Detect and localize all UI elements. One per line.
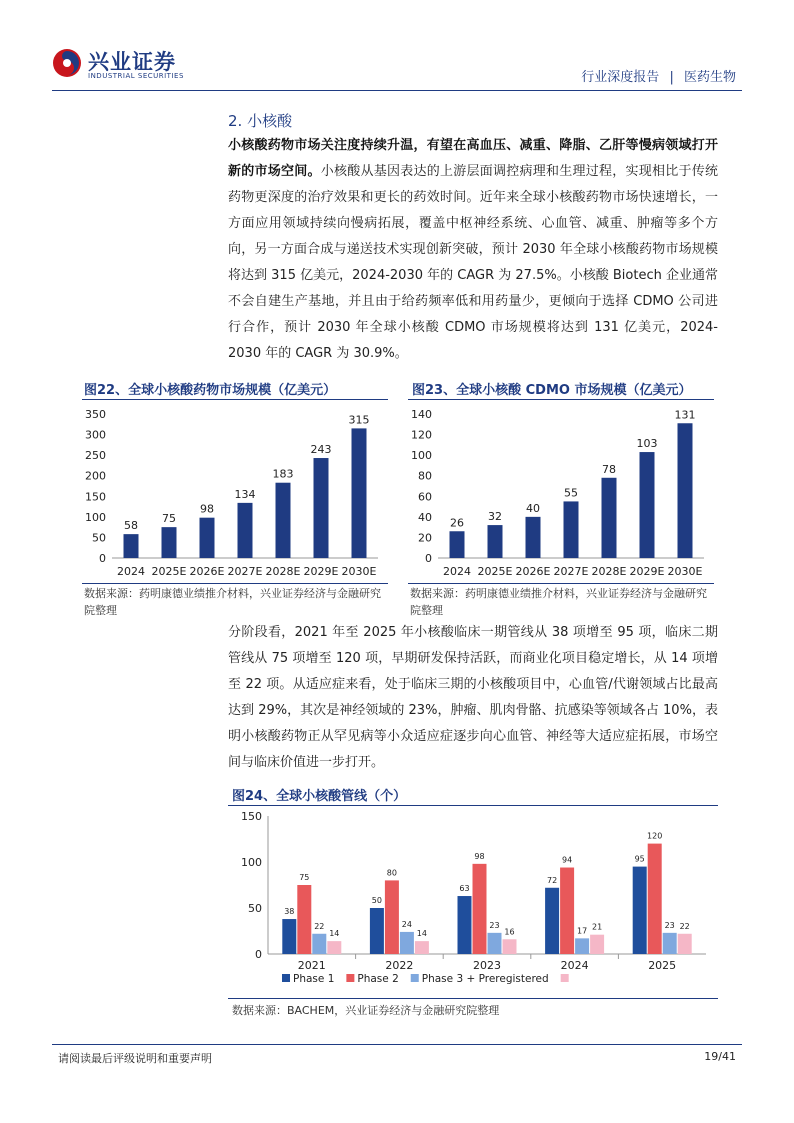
fig24-bar-label: 98: [474, 851, 485, 861]
fig24-xtick-label: 2025: [648, 959, 677, 972]
fig22-bar: [200, 518, 215, 558]
fig24-bar: [458, 896, 472, 954]
fig22-bar: [314, 458, 329, 558]
fig22-source: 数据来源：药明康德业绩推介材料，兴业证券经济与金融研究院整理: [84, 587, 381, 617]
fig22-ytick-label: 300: [85, 428, 106, 442]
footer-disclaimer: 请阅读最后评级说明和重要声明: [58, 1052, 212, 1065]
fig24-bar: [312, 934, 326, 954]
fig22-bar-label: 58: [124, 519, 138, 533]
fig23-ytick-label: 40: [418, 510, 432, 524]
fig24-source: 数据来源：BACHEM，兴业证券经济与金融研究院整理: [232, 1004, 500, 1017]
header-divider: [52, 90, 742, 91]
fig23-bar: [678, 423, 693, 558]
fig23-bar: [450, 531, 465, 558]
fig24-bar-label: 63: [459, 884, 470, 894]
fig22-bar: [124, 534, 139, 558]
fig22-xtick-label: 2029E: [303, 565, 339, 578]
fig24-bar: [663, 933, 677, 954]
fig22-title: 图22、全球小核酸药物市场规模（亿美元）: [84, 383, 337, 398]
fig24-legend-swatch: [282, 974, 290, 982]
fig24-legend-swatch: [411, 974, 419, 982]
fig23-bar-label: 131: [674, 408, 696, 422]
fig24-ytick-label: 50: [248, 902, 262, 915]
fig22-ytick-label: 0: [99, 552, 106, 565]
fig23-bar: [640, 452, 655, 558]
footer-divider: [52, 1044, 742, 1045]
fig24-ytick-label: 100: [241, 856, 262, 869]
fig22-bar-label: 75: [162, 512, 176, 526]
fig24-bar: [297, 885, 311, 954]
fig24-bar: [488, 933, 502, 954]
page-header: [0, 0, 794, 96]
fig22-ytick-label: 350: [85, 408, 106, 421]
pipeline-paragraph-body: 分阶段看，2021 年至 2025 年小核酸临床一期管线从 38 项增至 95 项，临床二期管线从 75 项增至 120 项，早期研发保持活跃，而商业化项目稳定增长，从 14 项增至 22 项。从适应症来看，处于临床三期的小核酸项目中，心血管/代谢领域占比最高达到 29%，其次是神经领域的 23%，肿瘤、肌肉骨骼、抗感染等领域各占 10%，表明小核酸药物正从罕见病等小众适应症逐步向心血管、神经等大适应症拓展，市场空间与临床价值进一步打开。: [228, 625, 718, 770]
fig23-xtick-label: 2026E: [515, 565, 551, 578]
company-logo-icon: [52, 48, 82, 78]
fig23-bottom-rule: [408, 583, 714, 584]
fig23-ytick-label: 0: [425, 552, 432, 565]
fig24-bar: [590, 935, 604, 954]
fig24-bar-label: 14: [329, 929, 340, 939]
fig23-bar-label: 26: [450, 516, 464, 530]
fig23-ytick-label: 140: [411, 408, 432, 421]
fig23-bar-label: 55: [564, 486, 578, 500]
fig23-bar: [564, 501, 579, 558]
fig24-xtick-label: 2024: [560, 959, 589, 972]
fig22-bar: [276, 483, 291, 558]
fig24-bar-label: 94: [562, 855, 573, 865]
fig23-source: 数据来源：药明康德业绩推介材料，兴业证券经济与金融研究院整理: [410, 587, 707, 617]
fig22-xtick-label: 2028E: [265, 565, 301, 578]
fig24-bar: [282, 919, 296, 954]
fig24-bar: [400, 932, 414, 954]
fig24-bar-label: 17: [577, 926, 588, 936]
fig22-bar: [162, 527, 177, 558]
fig24-bar-label: 50: [371, 896, 382, 905]
company-name: 兴业证券: [88, 50, 176, 74]
intro-paragraph: [228, 133, 718, 367]
fig24-bar: [678, 934, 692, 954]
fig23-ytick-label: 100: [411, 449, 432, 463]
fig22-ytick-label: 200: [85, 469, 106, 483]
fig22-bar-label: 98: [200, 502, 214, 516]
fig24-ytick-label: 150: [241, 810, 262, 823]
fig24-bar: [575, 938, 589, 954]
fig23-bar-label: 32: [488, 510, 502, 524]
fig23-bar: [488, 525, 503, 558]
fig24-bar: [385, 880, 399, 954]
fig23-xtick-label: 2030E: [667, 565, 703, 578]
fig22-bottom-rule: [82, 583, 388, 584]
fig24-bar: [473, 864, 487, 954]
fig23-xtick-label: 2024: [443, 565, 471, 578]
section-title: 2. 小核酸: [228, 112, 293, 130]
fig24-xtick-label: 2023: [473, 959, 501, 972]
fig22-bar-label: 315: [348, 413, 370, 427]
report-category: [581, 66, 736, 85]
fig24-xtick-label: 2021: [297, 959, 326, 972]
fig23-xtick-label: 2027E: [553, 565, 589, 578]
fig24-bar: [370, 908, 384, 954]
fig24-bar-label: 14: [416, 929, 427, 939]
fig24-bottom-rule: [228, 998, 718, 999]
fig22-xtick-label: 2027E: [227, 565, 263, 578]
fig24-legend-label: Phase 1: [293, 973, 335, 985]
fig22-xtick-label: 2026E: [189, 565, 225, 578]
fig22-bar: [238, 503, 253, 558]
fig23-ytick-label: 120: [411, 428, 432, 442]
fig24-ytick-label: 0: [255, 948, 262, 961]
fig22-xtick-label: 2025E: [151, 565, 187, 578]
fig23-ytick-label: 20: [418, 531, 432, 545]
fig22-bar: [352, 428, 367, 558]
page-number: 19/41: [704, 1050, 736, 1063]
fig24-legend-label: Phase 3 + Preregistered: [421, 973, 549, 985]
fig22-bar-label: 134: [234, 487, 256, 501]
fig24-legend-swatch: [561, 974, 569, 982]
sector-name: 医药生物: [683, 70, 736, 85]
fig24-bar: [503, 939, 517, 954]
fig23-chart: [408, 402, 714, 582]
fig23-bar: [602, 478, 617, 558]
fig24-bar-label: 23: [489, 920, 500, 930]
fig24-bar-label: 24: [401, 919, 412, 929]
fig24-bar-label: 80: [386, 868, 397, 878]
fig24-bar-label: 120: [647, 831, 663, 841]
fig24-bar-label: 22: [679, 921, 690, 931]
fig24-bar-label: 95: [634, 854, 645, 864]
fig24-xtick-label: 2022: [385, 959, 414, 972]
report-type: 行业深度报告: [581, 70, 660, 85]
fig24-title: 图24、全球小核酸管线（个）: [232, 789, 407, 804]
intro-paragraph-body: 小核酸从基因表达的上游层面调控病理和生理过程，实现相比于传统药物更深度的治疗效果和更长的药效时间。近年来全球小核酸药物市场快速增长，一方面应用领域持续向慢病拓展，覆盖中枢神经系统、心血管、减重、肿瘤等多个方向，另一方面合成与递送技术实现创新突破，预计 2030 年全球小核酸药物市场规模将达到 315 亿美元，2024-2030 年的 CAGR 为 27.5%。小核酸 Biotech 企业通常不会自建生产基地，并且由于给药频率低和用药量少，更倾向于选择 CDMO 公司进行合作，预计 2030 年全球小核酸 CDMO 市场规模将达到 131 亿美元，2024-2030 年的 CAGR 为 30.9%。: [228, 164, 718, 361]
fig23-title: 图23、全球小核酸 CDMO 市场规模（亿美元）: [412, 383, 692, 398]
fig23-bar-label: 40: [526, 501, 540, 515]
fig22-ytick-label: 250: [85, 449, 106, 463]
company-name-en: INDUSTRIAL SECURITIES: [88, 72, 184, 80]
pipeline-paragraph: [228, 620, 718, 776]
fig22-xtick-label: 2030E: [341, 565, 377, 578]
fig23-xtick-label: 2028E: [591, 565, 627, 578]
fig22-ytick-label: 50: [92, 531, 106, 545]
fig23-bar-label: 103: [636, 437, 658, 451]
fig22-xtick-label: 2024: [117, 565, 145, 578]
fig22-bar-label: 243: [310, 443, 332, 457]
fig24-bar-label: 75: [299, 873, 310, 882]
fig24-bar: [415, 941, 429, 954]
fig24-bar-label: 23: [664, 920, 675, 930]
fig24-legend-swatch: [346, 974, 354, 982]
fig24-bar-label: 16: [504, 927, 515, 937]
fig24-legend-label: Phase 2: [357, 973, 399, 985]
fig24-bar-label: 38: [284, 907, 295, 917]
fig24-bar: [633, 867, 647, 954]
fig24-bar: [545, 888, 559, 954]
fig23-bar-label: 78: [602, 462, 616, 476]
header-separator: |: [669, 70, 674, 85]
fig24-chart: [228, 806, 718, 996]
fig23-title-rule: [408, 399, 714, 400]
fig24-bar: [648, 844, 662, 954]
fig22-title-rule: [82, 399, 388, 400]
fig24-bar-label: 72: [547, 875, 558, 885]
fig23-ytick-label: 80: [418, 469, 432, 483]
fig22-ytick-label: 150: [85, 490, 106, 504]
intro-paragraph-lead: 小核酸药物市场关注度持续升温，有望在高血压、减重、降脂、乙肝等慢病领域打开新的市场空间。: [228, 138, 718, 179]
fig23-xtick-label: 2029E: [629, 565, 665, 578]
fig24-bar-label: 22: [314, 921, 325, 931]
fig24-bar: [327, 941, 341, 954]
fig22-chart: [82, 402, 388, 582]
fig24-bar-label: 21: [592, 922, 603, 932]
fig24-bar: [560, 868, 574, 954]
fig22-ytick-label: 100: [85, 510, 106, 524]
fig23-ytick-label: 60: [418, 490, 432, 504]
fig23-bar: [526, 517, 541, 558]
fig23-xtick-label: 2025E: [477, 565, 513, 578]
fig22-bar-label: 183: [272, 467, 294, 481]
